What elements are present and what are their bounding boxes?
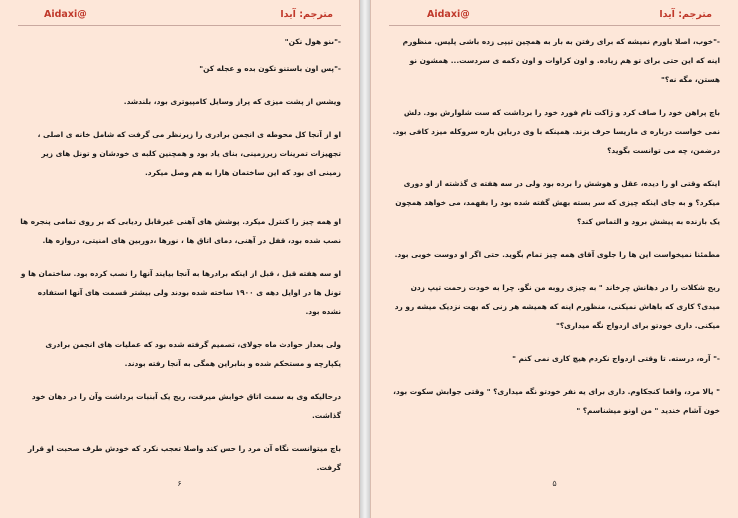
page-header: [0, 9, 359, 23]
handle-label: Aidaxi@: [44, 9, 87, 20]
handle-label: Aidaxi@: [427, 9, 470, 20]
paragraph: اینکه وقتی او را دیده، عقل و هوشش را برده بود ولی در سه هفته ی گذشته از او دوری میکرد؟ و به جای اینکه چیزی که سر بسته بهش گفته شده بود را بفهمد، می خواهد همچون یک بازنده به پیشش برود و التماس کند؟: [395, 179, 720, 226]
paragraph: ویشس از پشت میزی که پراز وسایل کامپیوتری بود، بلندشد.: [123, 97, 341, 106]
paragraph: مطمئنا نمیخواست این ها را جلوی آقای همه چیز تمام بگوید. حتی اگر او دوست خوبی بود.: [394, 250, 720, 259]
paragraph: -"خوب، اصلا باورم نمیشه که برای رفتن به بار به همچین تیپی زده باشی پلیس. منظورم اینه که این حتی برای تو هم زیاده. و اون کراوات و اون دکمه ی سردست... همشون نو هستن، مگه نه؟": [402, 37, 720, 84]
header-divider: [18, 25, 341, 26]
page-number: ۶: [177, 479, 182, 488]
page-number: ۵: [552, 479, 557, 488]
translator-label: مترجم: آیدا: [659, 9, 712, 20]
book-spine: [360, 0, 370, 518]
paragraph: " یالا مرد، واقعا کنجکاوم. داری برای یه نفر خودتو نگه میداری؟ " وقتی جوابش سکوت بود، خون آشام خندید " من اونو میشناسم؟ ": [393, 387, 720, 415]
page-body-text: [389, 32, 720, 434]
paragraph: باچ میتوانست نگاه آن مرد را حس کند واصلا تعجب نکرد که خودش طرف صحبت او قرار گرفت.: [27, 444, 341, 472]
paragraph: ریج شکلات را در دهانش چرخاند " به چیزی روبه من نگو. چرا به خودت زحمت تیپ زدن میدی؟ کاری که باهاش نمیکنی، منظورم اینه که همیشه هر زنی که بهت نزدیک میشه رو رد میکنی. داری خودتو برای ازدواج نگه میداری؟": [394, 283, 720, 330]
paragraph: -"پس اون باستنو تکون بده و عجله کن": [199, 64, 341, 73]
paragraph: او از آنجا کل محوطه ی انجمن برادری را زیرنظر می گرفت که شامل خانه ی اصلی ، تجهیزات تمرینات زیرزمینی، بنای یاد بود و همچنین کلبه ی خودشان و تونل های زیر زمینی ای بود که این ساختمان هارا به هم وصل میکرد.: [37, 130, 341, 177]
page-body-text: [18, 32, 341, 491]
paragraph: ولی بعداز حوادث ماه جولای، تصمیم گرفته شده بود که عملیات های انجمن برادری یکپارچه و مستحکم شده و بنابراین همگی به آنجا رفته بودند.: [45, 340, 341, 368]
right-page: [370, 0, 738, 518]
header-divider: [389, 25, 720, 26]
page-header: [371, 9, 738, 23]
paragraph: -"ىنو هول نکن": [284, 37, 341, 46]
paragraph: -" آره، درسته. تا وقتی ازدواج نکردم هیچ کاری نمی کنم ": [512, 354, 720, 363]
translator-label: مترجم: آیدا: [280, 9, 333, 20]
paragraph: او سه هفته قبل ، قبل از اینکه برادرها به آنجا بیایند آنها را نصب کرده بود. ساختمان ها و تونل ها در اوایل دهه ی ۱۹۰۰ ساخته شده بودند ولی بیشتر قسمت های آنها استفاده نشده بود.: [20, 269, 341, 316]
paragraph: او همه چیز را کنترل میکرد. پوشش های آهنی غیرقابل ردیابی که بر روی تمامی پنجره ها نصب شده بود، قفل در آهنی، دمای اتاق ها ، نورها ،دوربین های امنیتی، دروازه ها.: [20, 217, 341, 245]
paragraph: درحالیکه وی به سمت اتاق خوابش میرفت، ریج یک آبنبات برداشت وآن را در دهان خود گذاشت.: [31, 392, 341, 420]
left-page: [0, 0, 360, 518]
paragraph: باچ پراهن خود را صاف کرد و ژاکت تام فورد خود را برداشت که ست شلوارش بود. دلش نمی خواست درباره ی ماریسا حرف بزند. همینکه با وی درباین باره سروکله میزد کافی بود. درضمن، چه می توانست بگوید؟: [392, 108, 720, 155]
